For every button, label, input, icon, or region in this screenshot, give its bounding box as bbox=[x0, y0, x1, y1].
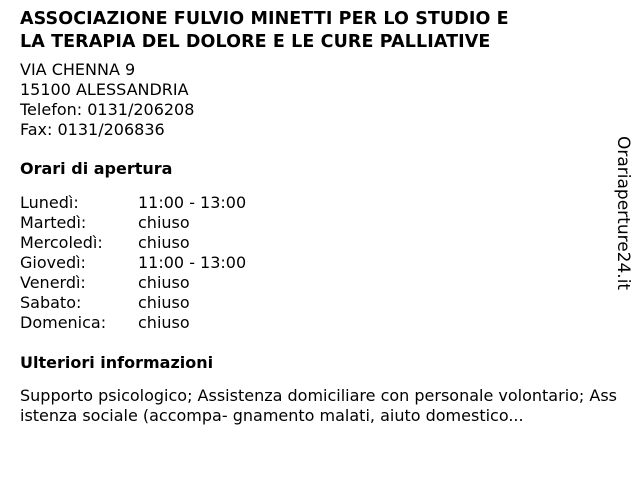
site-watermark: Orariaperture24.it bbox=[613, 136, 633, 291]
time-value: chiuso bbox=[138, 273, 190, 292]
day-label: Domenica: bbox=[20, 313, 107, 332]
time-value: chiuso bbox=[138, 213, 190, 232]
time-value: 11:00 - 13:00 bbox=[138, 193, 247, 212]
day-label: Sabato: bbox=[20, 293, 82, 312]
hours-row-sunday bbox=[20, 313, 620, 333]
time-value: 11:00 - 13:00 bbox=[138, 253, 247, 272]
business-card bbox=[20, 8, 620, 426]
business-name bbox=[20, 8, 620, 54]
day-label: Lunedì: bbox=[20, 193, 79, 212]
day-label: Martedì: bbox=[20, 213, 87, 232]
info-description: Supporto psicologico; Assistenza domiciliare con personale volontario; Assistenza sociale (accompa- gnamento malati, aiuto domestico... bbox=[20, 386, 618, 425]
hours-row-friday bbox=[20, 273, 620, 293]
hours-heading: Orari di apertura bbox=[20, 159, 173, 178]
hours-row-thursday bbox=[20, 253, 620, 273]
fax-number: Fax: 0131/206836 bbox=[20, 120, 165, 139]
info-heading: Ulteriori informazioni bbox=[20, 353, 214, 372]
time-value: chiuso bbox=[138, 293, 190, 312]
phone-number: Telefon: 0131/206208 bbox=[20, 100, 195, 119]
hours-row-saturday bbox=[20, 293, 620, 313]
day-label: Giovedì: bbox=[20, 253, 86, 272]
business-name-line-2: LA TERAPIA DEL DOLORE E LE CURE PALLIATIVE bbox=[20, 32, 491, 52]
opening-hours-table bbox=[20, 193, 620, 333]
business-name-line-1: ASSOCIAZIONE FULVIO MINETTI PER LO STUDIO E bbox=[20, 9, 509, 29]
time-value: chiuso bbox=[138, 233, 190, 252]
address-block bbox=[20, 60, 620, 140]
hours-row-tuesday bbox=[20, 213, 620, 233]
time-value: chiuso bbox=[138, 313, 190, 332]
hours-row-wednesday bbox=[20, 233, 620, 253]
day-label: Mercoledì: bbox=[20, 233, 103, 252]
street-address: VIA CHENNA 9 bbox=[20, 60, 136, 79]
hours-row-monday bbox=[20, 193, 620, 213]
day-label: Venerdì: bbox=[20, 273, 86, 292]
city-address: 15100 ALESSANDRIA bbox=[20, 80, 189, 99]
